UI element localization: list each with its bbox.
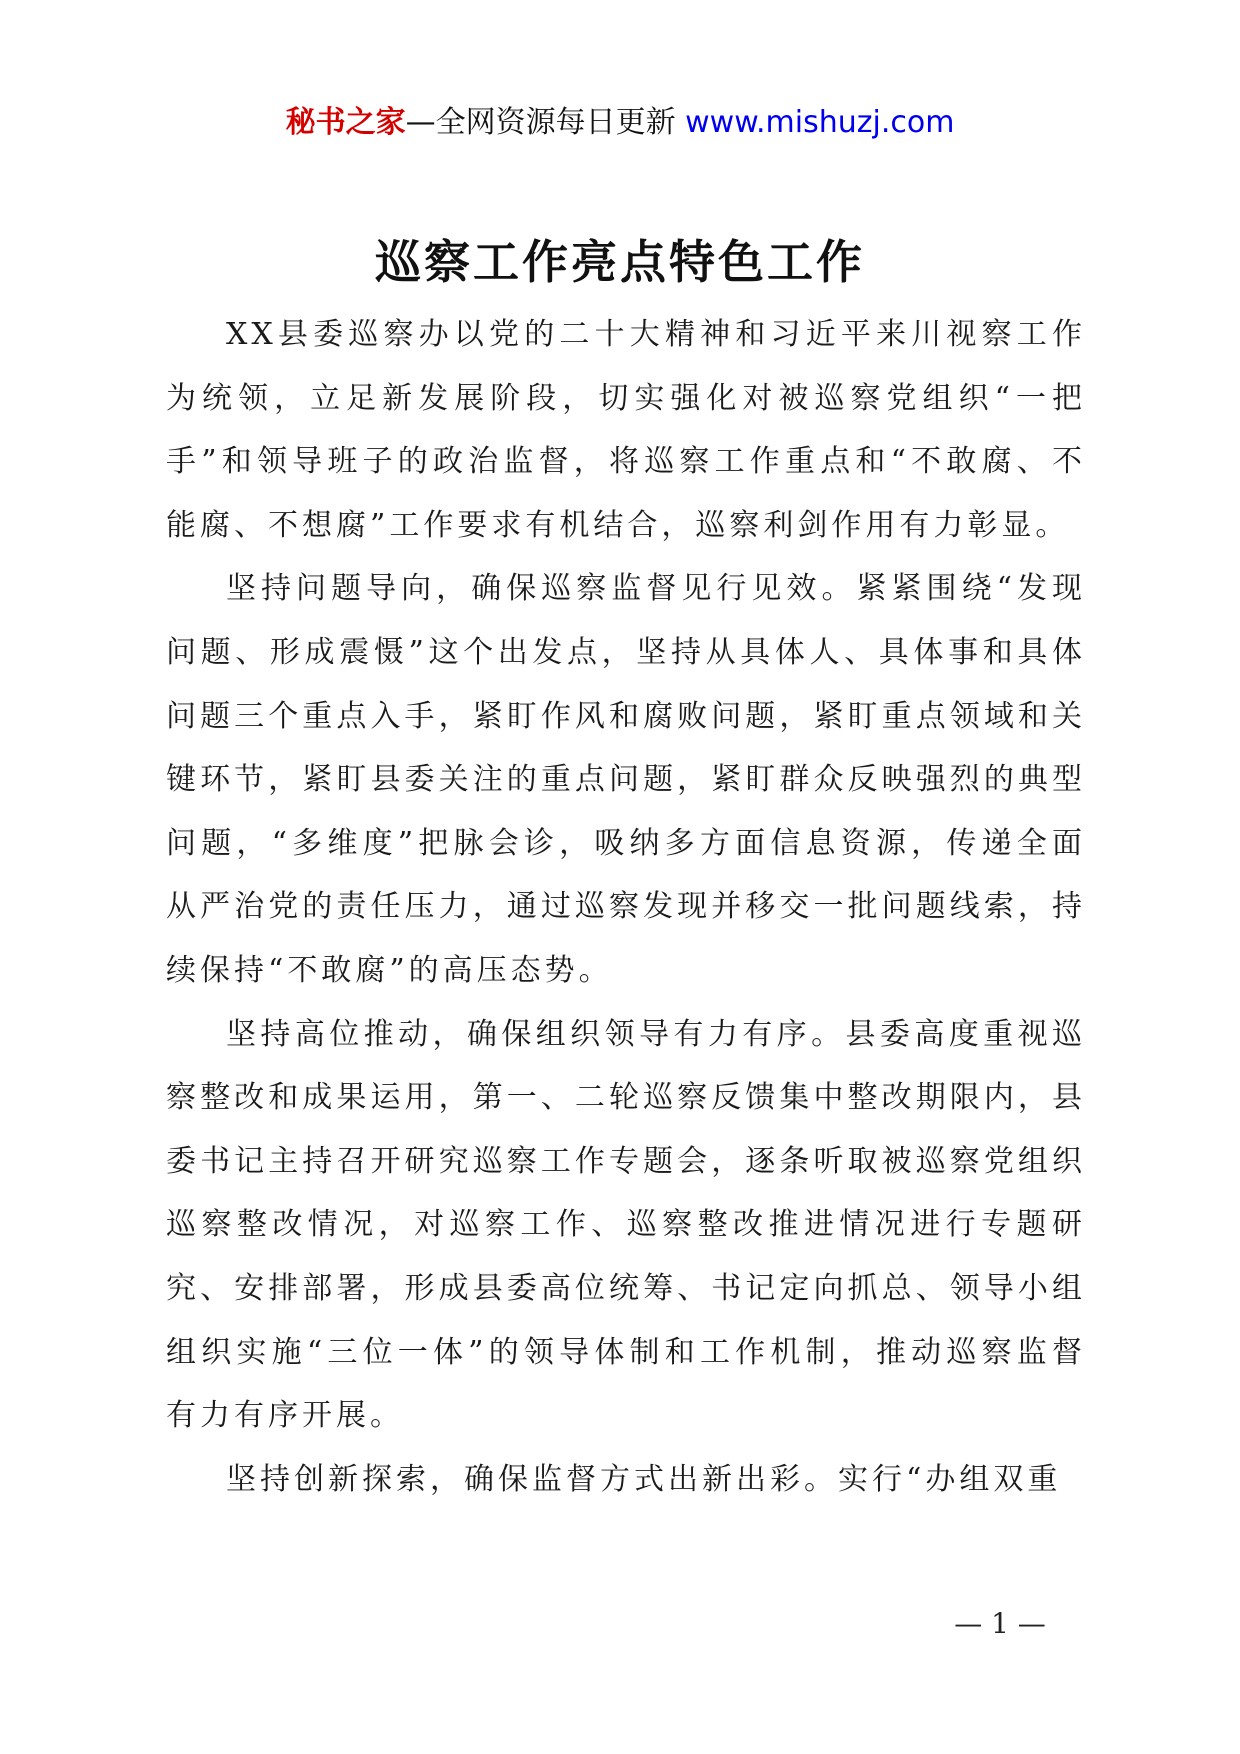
site-url-link[interactable]: www.mishuzj.com [685, 105, 955, 140]
paragraph-intro: XX县委巡察办以党的二十大精神和习近平来川视察工作为统领，立足新发展阶段，切实强化对被巡察党组织“一把手”和领导班子的政治监督，将巡察工作重点和“不敢腐、不能腐、不想腐”工作要求有机结合，巡察利剑作用有力彰显。 [166, 317, 1086, 543]
site-tagline: —全网资源每日更新 [405, 105, 676, 140]
paragraph-high-level-promotion: 坚持高位推动，确保组织领导有力有序。县委高度重视巡察整改和成果运用，第一、二轮巡察反馈集中整改期限内，县委书记主持召开研究巡察工作专题会，逐条听取被巡察党组织巡察整改情况，对巡察工作、巡察整改推进情况进行专题研究、安排部署，形成县委高位统筹、书记定向抓总、领导小组组织实施“三位一体”的领导体制和工作机制，推动巡察监督有力有序开展。 [166, 1016, 1086, 1434]
document-body [166, 303, 1086, 1511]
paragraph-innovation: 坚持创新探索，确保监督方式出新出彩。实行“办组双重 [226, 1461, 1062, 1497]
site-brand: 秘书之家 [285, 105, 406, 140]
site-header [0, 98, 1240, 148]
page-number: — 1 — [954, 1607, 1046, 1640]
document-title: 巡察工作亮点特色工作 [375, 235, 865, 289]
paragraph-problem-orientation: 坚持问题导向，确保巡察监督见行见效。紧紧围绕“发现问题、形成震慑”这个出发点，坚持从具体人、具体事和具体问题三个重点入手，紧盯作风和腐败问题，紧盯重点领域和关键环节，紧盯县委关注的重点问题，紧盯群众反映强烈的典型问题，“多维度”把脉会诊，吸纳多方面信息资源，传递全面从严治党的责任压力，通过巡察发现并移交一批问题线索，持续保持“不敢腐”的高压态势。 [166, 571, 1086, 988]
